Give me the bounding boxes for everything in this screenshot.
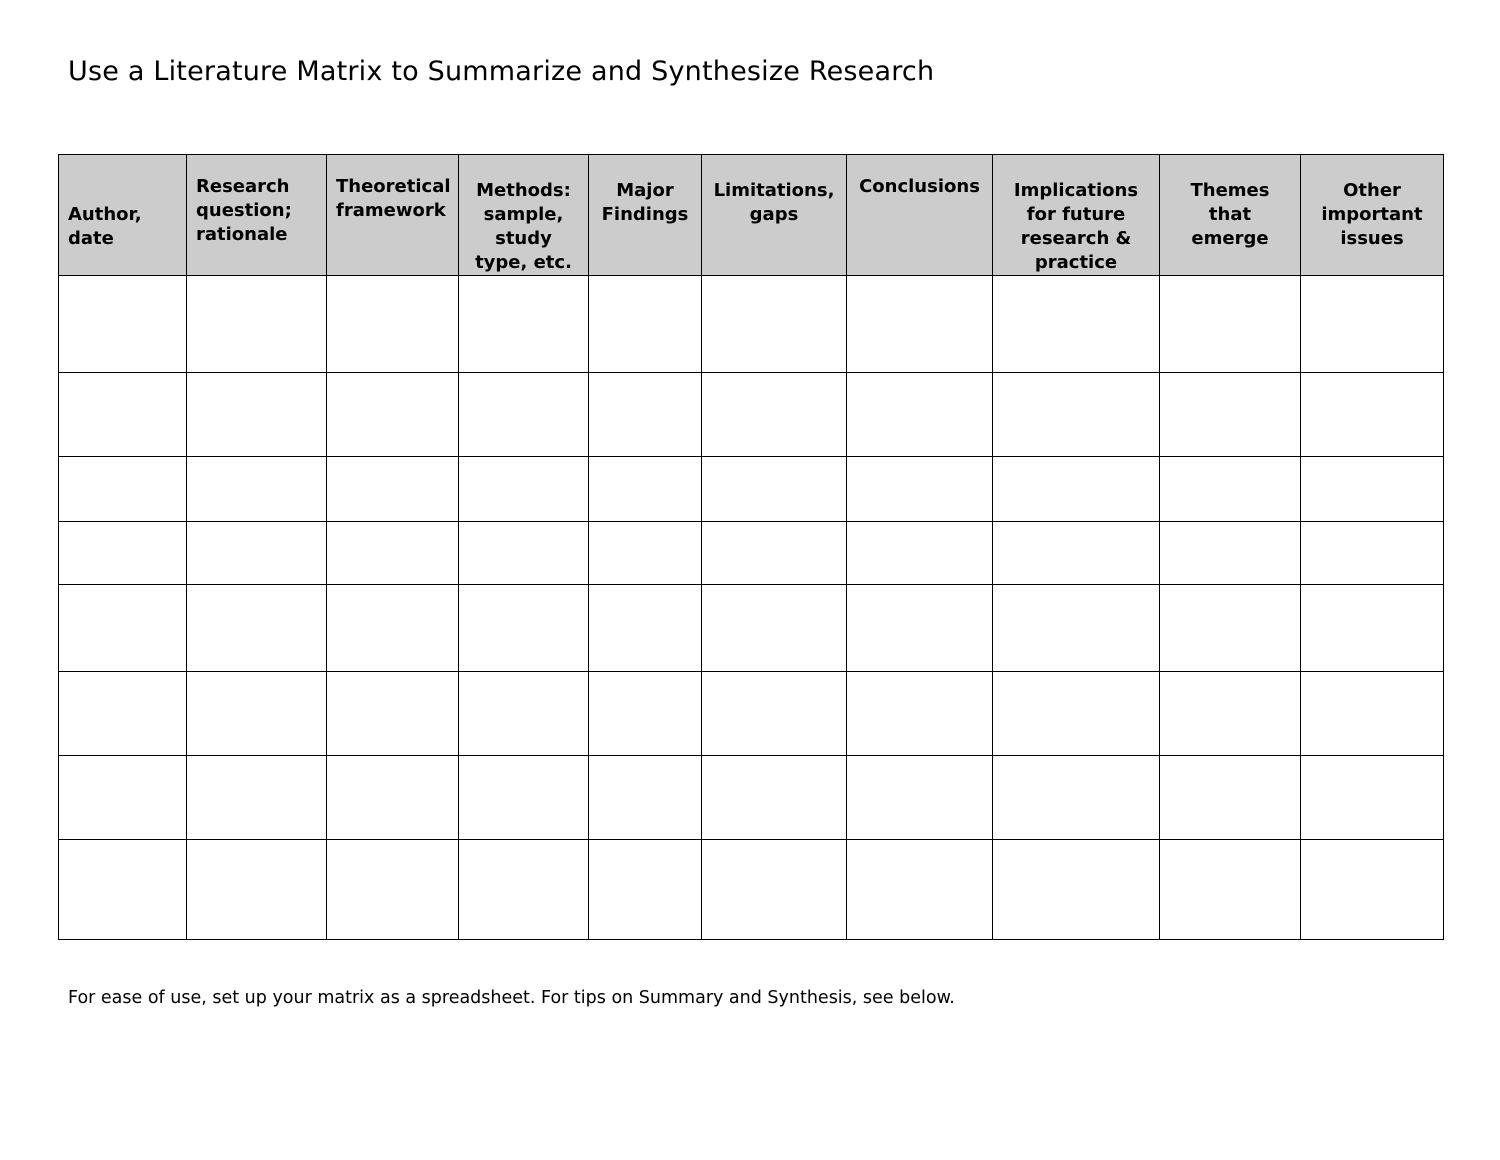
matrix-cell[interactable]: [993, 276, 1160, 373]
header-cell-limitations: [702, 155, 847, 276]
table-row: [59, 672, 1444, 756]
matrix-cell[interactable]: [847, 585, 993, 672]
matrix-cell[interactable]: [702, 373, 847, 457]
header-label: Other important issues: [1321, 180, 1423, 249]
matrix-cell[interactable]: [993, 457, 1160, 522]
table-row: [59, 756, 1444, 840]
matrix-cell[interactable]: [589, 522, 702, 585]
matrix-cell[interactable]: [702, 672, 847, 756]
header-label: Methods: sample, study type, etc.: [475, 180, 572, 273]
matrix-cell[interactable]: [993, 756, 1160, 840]
matrix-cell[interactable]: [589, 373, 702, 457]
matrix-cell[interactable]: [327, 840, 459, 940]
matrix-cell[interactable]: [459, 522, 589, 585]
header-label: Limitations, gaps: [713, 180, 835, 225]
header-cell-research-question: [187, 155, 327, 276]
matrix-cell[interactable]: [59, 276, 187, 373]
matrix-body: [59, 276, 1444, 940]
matrix-cell[interactable]: [59, 522, 187, 585]
matrix-cell[interactable]: [59, 840, 187, 940]
matrix-cell[interactable]: [847, 373, 993, 457]
matrix-cell[interactable]: [702, 276, 847, 373]
matrix-cell[interactable]: [993, 672, 1160, 756]
table-row: [59, 522, 1444, 585]
matrix-cell[interactable]: [327, 522, 459, 585]
matrix-cell[interactable]: [1160, 373, 1301, 457]
matrix-cell[interactable]: [993, 840, 1160, 940]
matrix-cell[interactable]: [459, 276, 589, 373]
matrix-cell[interactable]: [993, 522, 1160, 585]
matrix-cell[interactable]: [187, 276, 327, 373]
matrix-cell[interactable]: [847, 840, 993, 940]
matrix-cell[interactable]: [187, 756, 327, 840]
header-label: Theoretical framework: [336, 176, 451, 221]
matrix-cell[interactable]: [187, 373, 327, 457]
matrix-cell[interactable]: [59, 585, 187, 672]
matrix-cell[interactable]: [702, 756, 847, 840]
header-label: Research question; rationale: [196, 176, 292, 245]
matrix-cell[interactable]: [589, 276, 702, 373]
matrix-cell[interactable]: [702, 457, 847, 522]
header-row: [59, 155, 1444, 276]
matrix-cell[interactable]: [589, 457, 702, 522]
matrix-cell[interactable]: [702, 840, 847, 940]
table-row: [59, 840, 1444, 940]
matrix-cell[interactable]: [1301, 672, 1444, 756]
matrix-cell[interactable]: [1160, 756, 1301, 840]
matrix-cell[interactable]: [1160, 522, 1301, 585]
header-cell-methods: [459, 155, 589, 276]
matrix-cell[interactable]: [187, 457, 327, 522]
matrix-cell[interactable]: [993, 585, 1160, 672]
matrix-cell[interactable]: [1160, 276, 1301, 373]
matrix-cell[interactable]: [327, 585, 459, 672]
header-label: Major Findings: [601, 180, 689, 225]
matrix-cell[interactable]: [847, 672, 993, 756]
header-label: Implications for future research & practice: [1013, 180, 1139, 273]
matrix-cell[interactable]: [327, 276, 459, 373]
matrix-cell[interactable]: [187, 840, 327, 940]
matrix-cell[interactable]: [589, 672, 702, 756]
matrix-cell[interactable]: [847, 276, 993, 373]
matrix-cell[interactable]: [847, 756, 993, 840]
footer-note: For ease of use, set up your matrix as a spreadsheet. For tips on Summary and Synthesis, see below.: [68, 988, 955, 1008]
matrix-cell[interactable]: [459, 457, 589, 522]
matrix-cell[interactable]: [1301, 457, 1444, 522]
matrix-cell[interactable]: [1301, 585, 1444, 672]
page-title: Use a Literature Matrix to Summarize and Synthesize Research: [68, 56, 935, 87]
table-row: [59, 276, 1444, 373]
matrix-cell[interactable]: [459, 373, 589, 457]
matrix-cell[interactable]: [59, 373, 187, 457]
header-cell-conclusions: [847, 155, 993, 276]
matrix-cell[interactable]: [847, 522, 993, 585]
matrix-cell[interactable]: [1160, 672, 1301, 756]
matrix-cell[interactable]: [1160, 585, 1301, 672]
matrix-cell[interactable]: [187, 672, 327, 756]
matrix-cell[interactable]: [1160, 457, 1301, 522]
matrix-cell[interactable]: [589, 585, 702, 672]
matrix-cell[interactable]: [327, 373, 459, 457]
matrix-cell[interactable]: [187, 585, 327, 672]
matrix-cell[interactable]: [1301, 756, 1444, 840]
matrix-cell[interactable]: [1301, 373, 1444, 457]
literature-matrix-table: [58, 154, 1444, 940]
header-cell-implications: [993, 155, 1160, 276]
matrix-cell[interactable]: [702, 585, 847, 672]
matrix-cell[interactable]: [1301, 276, 1444, 373]
table-row: [59, 585, 1444, 672]
matrix-cell[interactable]: [702, 522, 847, 585]
table-row: [59, 373, 1444, 457]
matrix-cell[interactable]: [1160, 840, 1301, 940]
matrix-cell[interactable]: [327, 672, 459, 756]
header-cell-author-date: [59, 155, 187, 276]
matrix-cell[interactable]: [847, 457, 993, 522]
header-label: Conclusions: [859, 176, 980, 197]
header-cell-themes: [1160, 155, 1301, 276]
matrix-cell[interactable]: [59, 672, 187, 756]
matrix-cell[interactable]: [589, 840, 702, 940]
header-cell-other-issues: [1301, 155, 1444, 276]
header-label: Themes that emerge: [1190, 180, 1270, 249]
matrix-cell[interactable]: [187, 522, 327, 585]
matrix-cell[interactable]: [327, 457, 459, 522]
matrix-cell[interactable]: [1301, 840, 1444, 940]
matrix-cell[interactable]: [1301, 522, 1444, 585]
matrix-cell[interactable]: [59, 756, 187, 840]
header-cell-major-findings: [589, 155, 702, 276]
header-label: Author, date: [68, 204, 142, 249]
matrix-cell[interactable]: [459, 840, 589, 940]
matrix-cell[interactable]: [59, 457, 187, 522]
table-row: [59, 457, 1444, 522]
matrix-cell[interactable]: [993, 373, 1160, 457]
matrix-cell[interactable]: [459, 672, 589, 756]
matrix-cell[interactable]: [459, 585, 589, 672]
matrix-cell[interactable]: [459, 756, 589, 840]
matrix-cell[interactable]: [327, 756, 459, 840]
matrix-cell[interactable]: [589, 756, 702, 840]
header-cell-theoretical-framework: [327, 155, 459, 276]
